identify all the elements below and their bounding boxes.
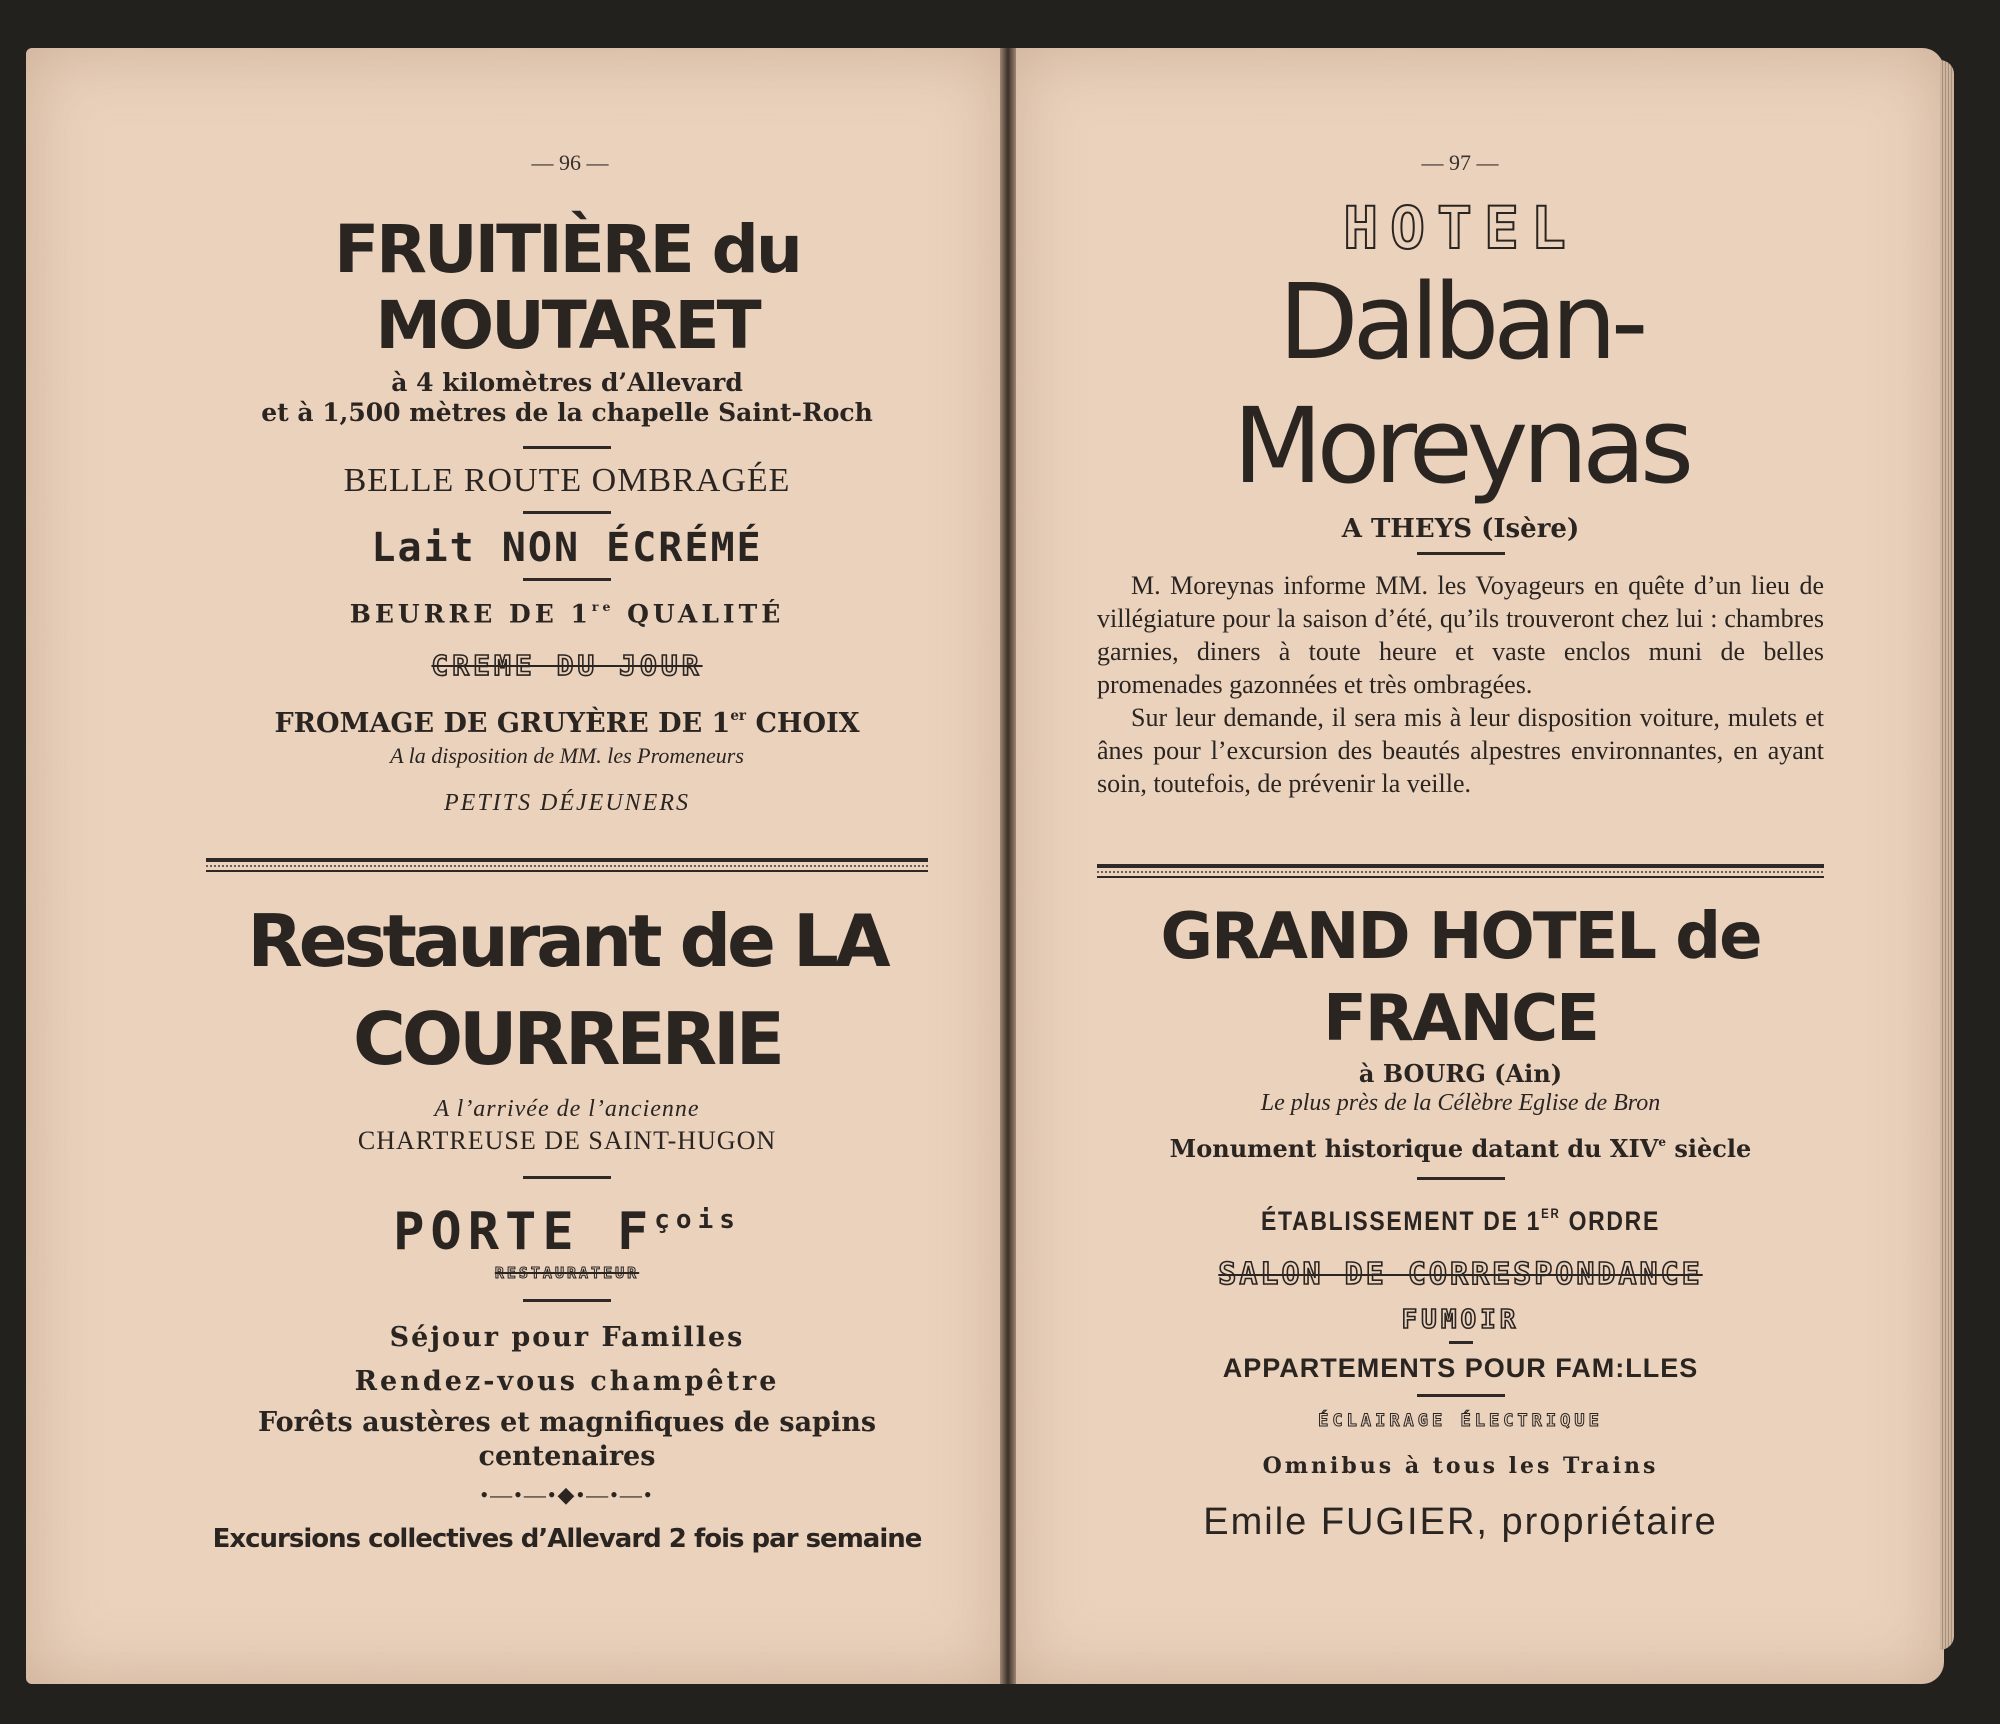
fruitiere-fromage: FROMAGE DE GRUYÈRE DE 1er CHOIX — [274, 708, 860, 740]
ad-grand-hotel-france — [1097, 896, 1824, 1547]
grand-hotel-omnibus: Omnibus à tous les Trains — [1262, 1452, 1659, 1479]
ornament-divider: •―•―•◆•―•―• — [480, 1481, 654, 1507]
divider — [1417, 552, 1505, 555]
section-separator-right — [1097, 864, 1824, 878]
fruitiere-title: FRUITIÈRE du MOUTARET — [334, 211, 800, 364]
courrerie-role: RESTAURATEUR — [494, 1263, 640, 1282]
ad-dalban-moreynas — [1097, 196, 1824, 800]
courrerie-forets: Forêts austères et magnifiques de sapins centenaires — [257, 1406, 877, 1472]
dalban-paragraph-1: M. Moreynas informe MM. les Voyageurs en quête d’un lieu de villégiature pour la saison d’été, qu’ils trouveront chez lui : chambres garnies, diners à toute heure et vaste enclos muni de belles promenades gazonnées et très ombragées. — [1097, 571, 1824, 699]
fruitiere-distance-2: et à 1,500 mètres de la chapelle Saint-Roch — [261, 398, 873, 427]
grand-hotel-subtitle: Le plus près de la Célèbre Eglise de Bron — [1260, 1090, 1661, 1116]
divider — [523, 1176, 611, 1179]
fruitiere-creme: CREME DU JOUR — [431, 649, 703, 683]
divider — [1417, 1177, 1505, 1180]
grand-hotel-eclairage: ÉCLAIRAGE ÉLECTRIQUE — [1318, 1410, 1603, 1431]
ad-fruitiere — [206, 212, 928, 818]
divider — [1449, 1341, 1473, 1344]
grand-hotel-etablissement: ÉTABLISSEMENT DE 1ER ORDRE — [1261, 1205, 1660, 1236]
page-number-right: — 97 — — [1421, 150, 1499, 175]
dalban-name: Dalban-Moreynas — [1232, 261, 1689, 507]
grand-hotel-title: GRAND HOTEL de FRANCE — [1160, 900, 1761, 1056]
fruitiere-lait: Lait NON ÉCRÉMÉ — [371, 525, 763, 571]
ad-courrerie — [206, 892, 928, 1556]
courrerie-chartreuse: CHARTREUSE DE SAINT-HUGON — [357, 1126, 777, 1155]
courrerie-arrivee: A l’arrivée de l’ancienne — [434, 1096, 700, 1122]
courrerie-sejour: Séjour pour Familles — [389, 1321, 745, 1353]
dalban-paragraph-2: Sur leur demande, il sera mis à leur disposition voiture, mulets et ânes pour l’excursion des beautés alpestres environnantes, en ayant soin, toutefois, de prévenir la veille. — [1097, 703, 1824, 798]
dalban-hotel: HOTEL — [1343, 194, 1578, 262]
page-number-left: — 96 — — [531, 150, 609, 175]
courrerie-title: Restaurant de LA COURRERIE — [247, 899, 887, 1081]
grand-hotel-owner: Emile FUGIER, propriétaire — [1203, 1500, 1718, 1543]
divider — [523, 1299, 611, 1302]
page-edges — [1940, 60, 1954, 1650]
courrerie-rendez-vous: Rendez-vous champêtre — [354, 1365, 780, 1397]
courrerie-excursions: Excursions collectives d’Allevard 2 fois par semaine — [212, 1523, 922, 1554]
fruitiere-beurre: BEURRE DE 1re QUALITÉ — [349, 599, 785, 629]
grand-hotel-monument: Monument historique datant du XIVe siècle — [1169, 1133, 1752, 1163]
courrerie-proprietor: PORTE $F^{çois}$ — [393, 1201, 741, 1262]
divider — [523, 578, 611, 581]
divider — [1417, 1394, 1505, 1397]
grand-hotel-fumoir: FUMOIR — [1401, 1304, 1520, 1335]
dalban-location: A THEYS (Isère) — [1341, 514, 1580, 544]
divider — [523, 446, 611, 449]
grand-hotel-appartements: APPARTEMENTS POUR FAM:LLES — [1222, 1352, 1699, 1383]
grand-hotel-salon: SALON DE CORRESPONDANCE — [1218, 1256, 1703, 1292]
grand-hotel-location: à BOURG (Ain) — [1358, 1059, 1563, 1088]
fruitiere-distance-1: à 4 kilomètres d’Allevard — [391, 368, 743, 397]
fruitiere-route: BELLE ROUTE OMBRAGÉE — [343, 462, 791, 499]
section-separator-left — [206, 858, 928, 872]
divider — [523, 511, 611, 514]
fruitiere-disposition: A la disposition de MM. les Promeneurs — [390, 743, 744, 769]
fruitiere-dejeuners: PETITS DÉJEUNERS — [444, 790, 690, 817]
book-gutter — [1000, 48, 1016, 1684]
dalban-description — [1097, 569, 1824, 800]
